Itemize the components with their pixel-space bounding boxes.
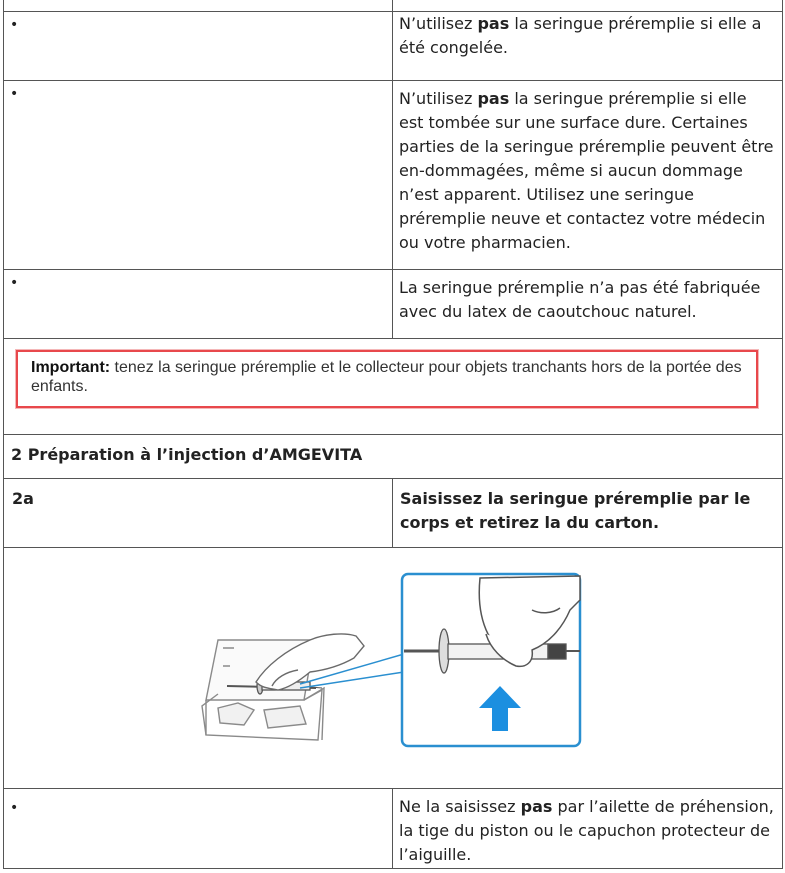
bullet-cell xyxy=(4,270,393,339)
bullet: • xyxy=(10,86,19,102)
instruction-table xyxy=(3,0,783,869)
bullet: • xyxy=(10,17,19,33)
table-row xyxy=(4,479,783,548)
bullet-cell xyxy=(4,12,393,81)
table-row xyxy=(4,81,783,270)
instruction-text: Ne la saisissez pas par l’ailette de préhension, la tige du piston ou le capuchon protecteur de l’aiguille. xyxy=(393,789,783,869)
instruction-text: N’utilisez pas la seringue préremplie si elle a été congelée. xyxy=(393,12,783,81)
table-row xyxy=(4,0,783,12)
instruction-text: La seringue préremplie n’a pas été fabriquée avec du latex de caoutchouc naturel. xyxy=(393,270,783,339)
instruction-text: N’utilisez pas la seringue préremplie si elle est tombée sur une surface dure. Certaines parties de la seringue préremplie peuvent être en-dommagées, même si aucun dommage n’est apparent. Utilisez une seringue préremplie neuve et contactez votre médecin ou votre pharmacien. xyxy=(393,81,783,270)
bullet-cell xyxy=(4,81,393,270)
step-number: 2a xyxy=(4,479,393,548)
bullet-cell xyxy=(4,789,393,869)
table-row xyxy=(4,270,783,339)
bullet: • xyxy=(10,800,19,816)
table-row xyxy=(4,435,783,479)
table-row xyxy=(4,339,783,435)
warning-label: Important: xyxy=(31,359,111,376)
section-title: 2 Préparation à l’injection d’AMGEVITA xyxy=(4,435,783,479)
syringe-illustration xyxy=(4,548,782,788)
bullet: • xyxy=(10,275,19,291)
figure-cell xyxy=(4,548,783,789)
table-row xyxy=(4,548,783,789)
important-warning-box xyxy=(16,350,758,408)
table-row xyxy=(4,12,783,81)
step-instruction: Saisissez la seringue préremplie par le corps et retirez la du carton. xyxy=(393,479,783,548)
warning-text: tenez la seringue préremplie et le collecteur pour objets tranchants hors de la portée des enfants. xyxy=(31,359,742,395)
table-row xyxy=(4,789,783,869)
